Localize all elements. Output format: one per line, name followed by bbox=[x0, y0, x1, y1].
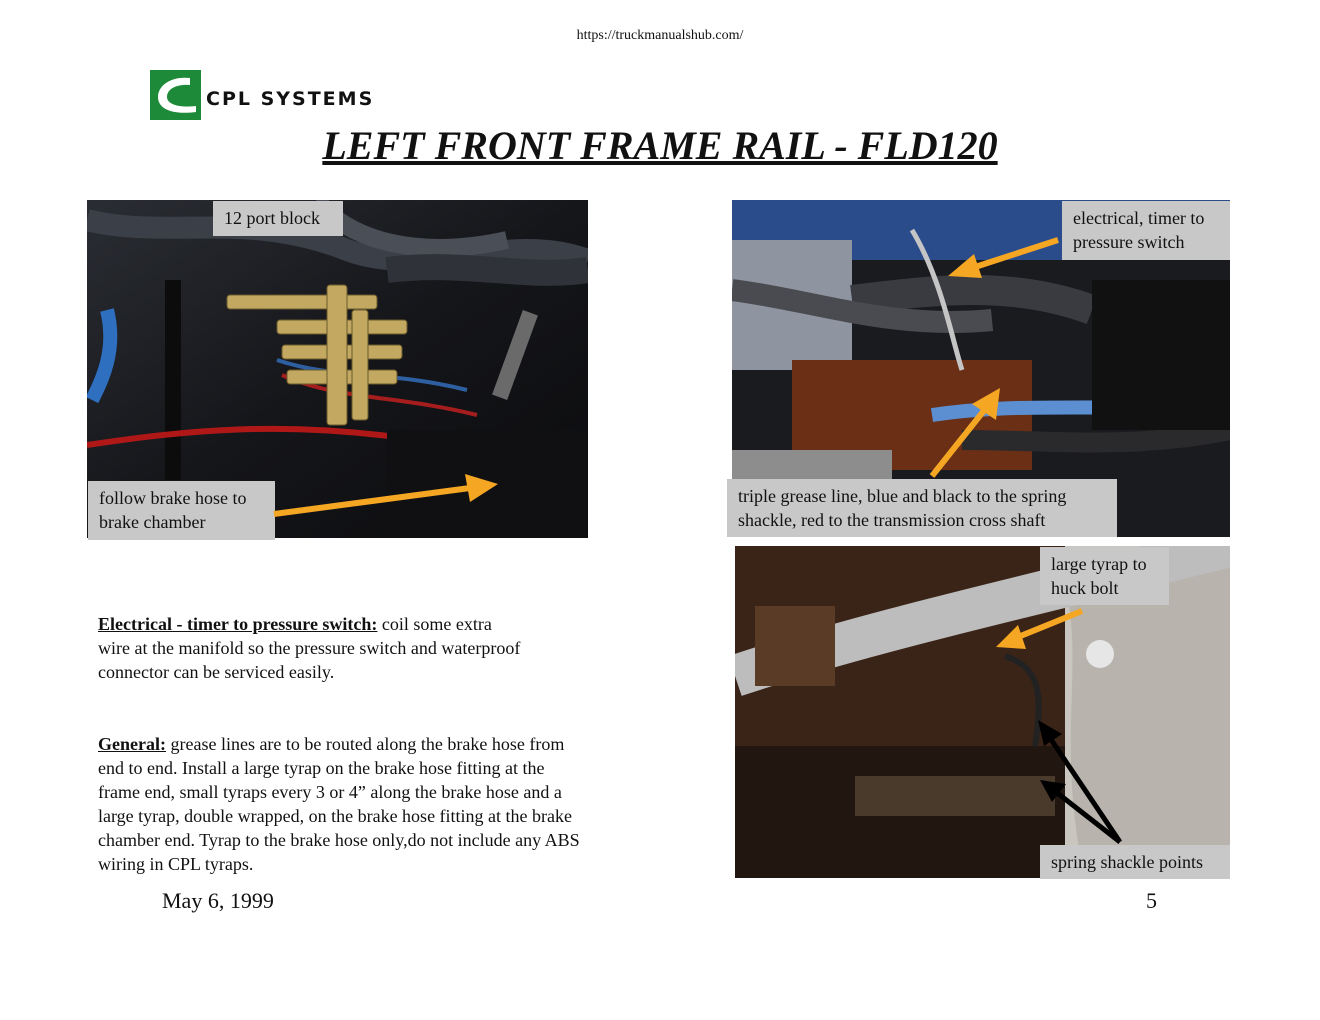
arrows-spring-shackle bbox=[1030, 712, 1130, 847]
label-12-port-block: 12 port block bbox=[213, 201, 343, 236]
note-general-body: grease lines are to be routed along the brake hose from end to end. Install a large tyrap on the brake hose fitting at the frame end, small tyraps every 3 or 4” along the brake hose and a large tyrap, double wrapped, on the brake hose fitting at the brake chamber end. Tyrap to the brake hose only,do not include any ABS wiring in CPL tyraps. bbox=[98, 734, 580, 874]
label-triple-grease-line: triple grease line, blue and black to the spring shackle, red to the transmission cross shaft bbox=[727, 479, 1117, 537]
note-electrical-body: coil some extra wire at the manifold so the pressure switch and waterproof connector can be serviced easily. bbox=[98, 614, 521, 682]
note-electrical-heading: Electrical - timer to pressure switch: bbox=[98, 614, 378, 634]
footer-page-number: 5 bbox=[1146, 888, 1157, 913]
arrow-grease-line bbox=[920, 380, 1010, 480]
source-url[interactable]: https://truckmanualshub.com/ bbox=[576, 28, 744, 43]
arrow-tyrap bbox=[990, 605, 1090, 655]
label-follow-brake-hose: follow brake hose to brake chamber bbox=[88, 481, 275, 540]
label-electrical-timer: electrical, timer to pressure switch bbox=[1062, 201, 1230, 260]
page-title: LEFT FRONT FRAME RAIL - FLD120 bbox=[322, 123, 998, 168]
label-large-tyrap: large tyrap to huck bolt bbox=[1040, 547, 1169, 605]
footer-date: May 6, 1999 bbox=[162, 888, 274, 913]
arrow-brake-hose bbox=[260, 470, 510, 530]
logo-wordmark: CPL SYSTEMS bbox=[206, 88, 375, 110]
cpl-logo-icon bbox=[150, 70, 201, 120]
note-general bbox=[98, 732, 584, 876]
note-general-heading: General: bbox=[98, 734, 166, 754]
note-electrical bbox=[98, 612, 528, 684]
arrow-electrical bbox=[940, 230, 1070, 290]
label-spring-shackle-points: spring shackle points bbox=[1040, 845, 1230, 879]
